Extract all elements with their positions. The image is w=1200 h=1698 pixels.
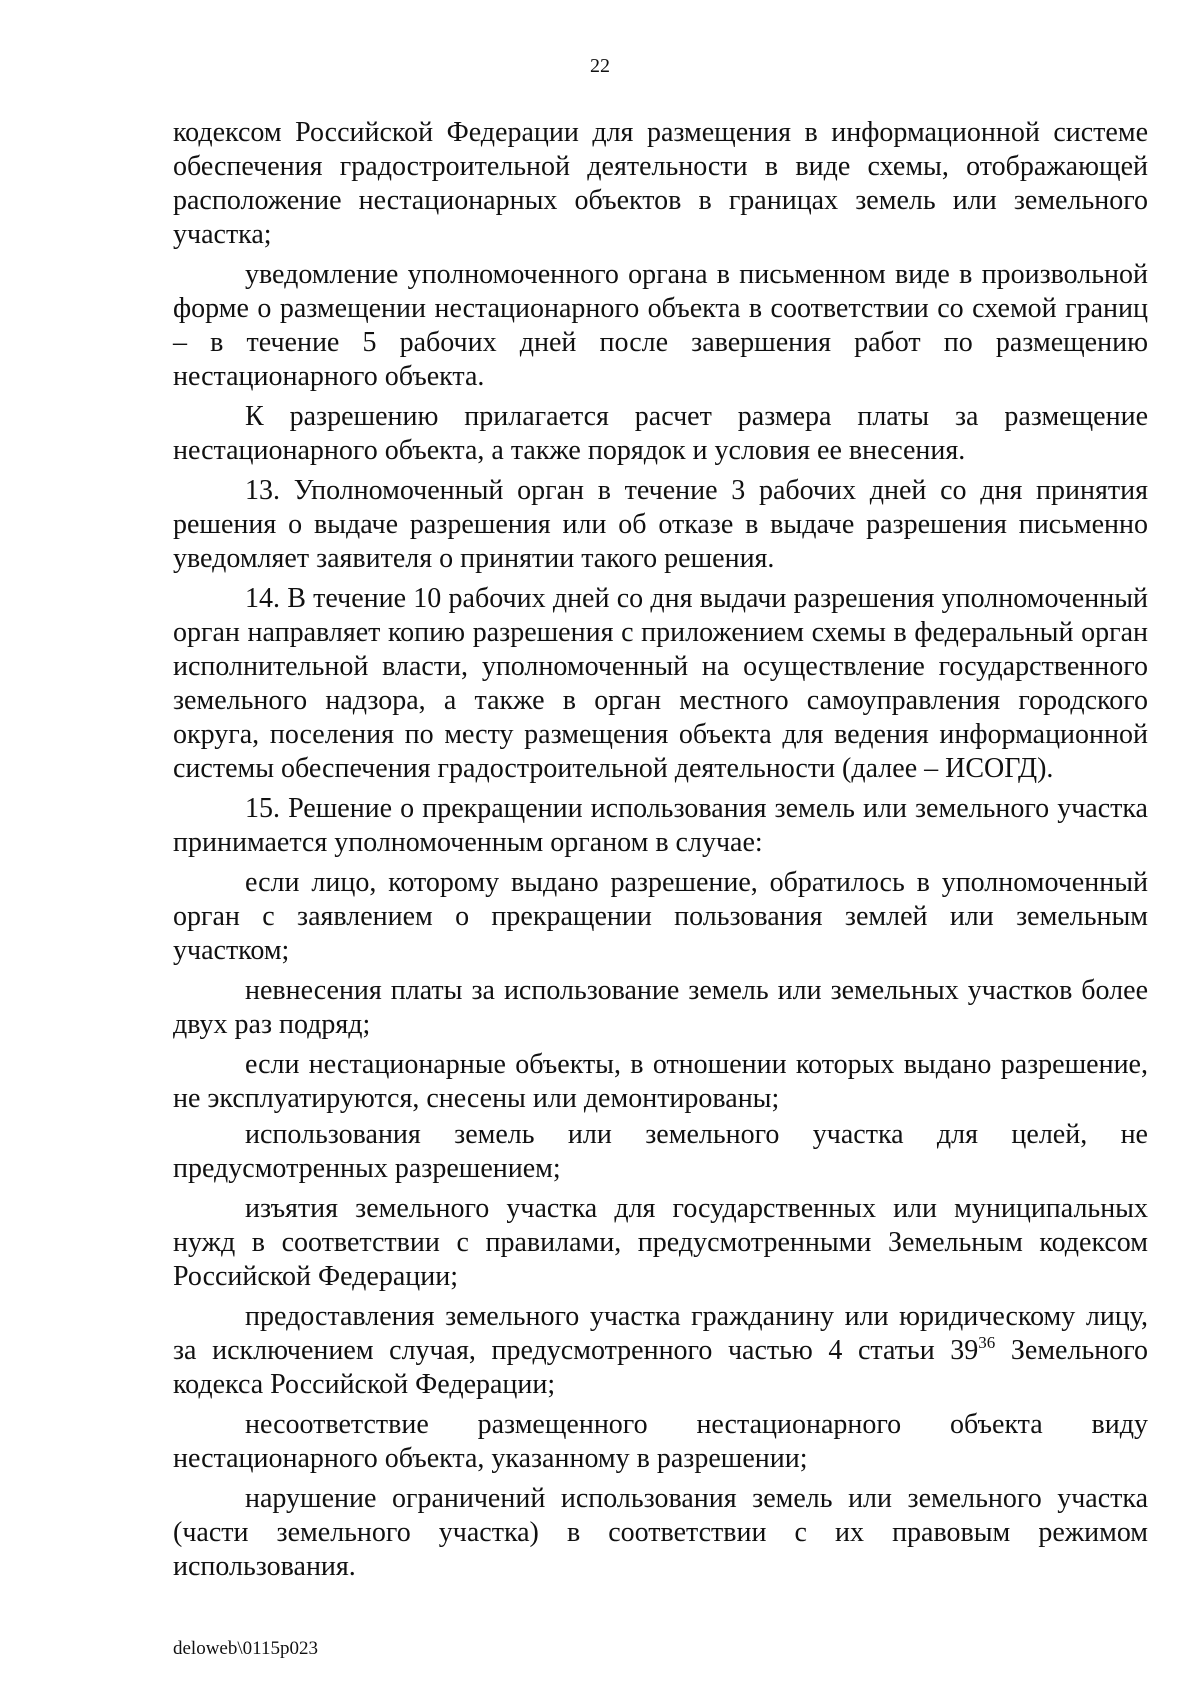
page-number: 22 bbox=[590, 55, 610, 77]
paragraph-notification: уведомление уполномоченного органа в письменном виде в произвольной форме о размещении нестационарного объекта в соответствии со схемой границ – в течение 5 рабочих дней после завершения работ по размещению нестационарного объекта. bbox=[173, 259, 1148, 392]
paragraph-item-14: 14. В течение 10 рабочих дней со дня выдачи разрешения уполномоченный орган направляет копию разрешения с приложением схемы в федеральный орган исполнительной власти, уполномоченный на осуществление государственного земельного надзора, а также в орган местного самоуправления городского округа, поселения по месту размещения объекта для ведения информационной системы обеспечения градостроительной деятельности (далее – ИСОГД). bbox=[173, 583, 1148, 784]
document-body bbox=[173, 116, 1148, 1586]
paragraph-continuation: кодексом Российской Федерации для размещения в информационной системе обеспечения градостроительной деятельности в виде схемы, отображающей расположение нестационарных объектов в границах земель или земельного участка; bbox=[173, 117, 1148, 250]
paragraph-item-15: 15. Решение о прекращении использования земель или земельного участка принимается уполномоченным органом в случае: bbox=[173, 793, 1148, 858]
paragraph-case-land-grant bbox=[173, 1300, 1148, 1402]
paragraph-item-13: 13. Уполномоченный орган в течение 3 рабочих дней со дня принятия решения о выдаче разрешения или об отказе в выдаче разрешения письменно уведомляет заявителя о принятии такого решения. bbox=[173, 475, 1148, 574]
paragraph-case-application: если лицо, которому выдано разрешение, обратилось в уполномоченный орган с заявлением о прекращении пользования землей или земельным участком; bbox=[173, 867, 1148, 966]
footer-document-code: deloweb\0115p023 bbox=[173, 1638, 318, 1659]
land-grant-text-end: Земельного кодекса Российской Федерации; bbox=[173, 1335, 1148, 1400]
paragraph-case-not-operated: если нестационарные объекты, в отношении которых выдано разрешение, не эксплуатируются, снесены или демонтированы; bbox=[173, 1049, 1148, 1114]
paragraph-case-nonpayment: невнесения платы за использование земель или земельных участков более двух раз подряд; bbox=[173, 975, 1148, 1040]
paragraph-payment-calculation: К разрешению прилагается расчет размера платы за размещение нестационарного объекта, а также порядок и условия ее внесения. bbox=[173, 401, 1148, 466]
land-grant-text: предоставления земельного участка гражданину или юридическому лицу, за исключением случая, предусмотренного частью 4 статьи 39 bbox=[173, 1301, 1148, 1366]
article-superscript: 36 bbox=[978, 1333, 996, 1352]
paragraph-case-mismatch: несоответствие размещенного нестационарного объекта виду нестационарного объекта, указанному в разрешении; bbox=[173, 1409, 1148, 1474]
paragraph-case-seizure: изъятия земельного участка для государственных или муниципальных нужд в соответствии с правилами, предусмотренными Земельным кодексом Российской Федерации; bbox=[173, 1193, 1148, 1292]
paragraph-case-restrictions: нарушение ограничений использования земель или земельного участка (части земельного участка) в соответствии с их правовым режимом использования. bbox=[173, 1483, 1148, 1582]
paragraph-case-other-purposes: использования земель или земельного участка для целей, не предусмотренных разрешением; bbox=[173, 1119, 1148, 1184]
